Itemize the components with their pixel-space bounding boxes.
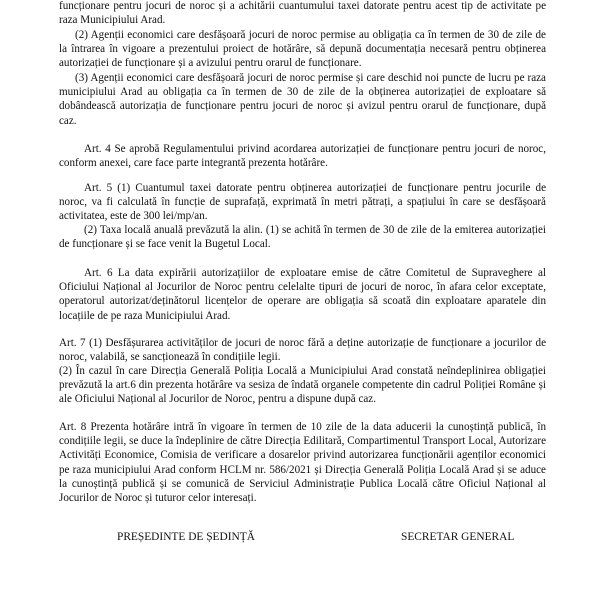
article-8-paragraph: Art. 8 Prezenta hotărâre intră în vigoare în termen de 10 zile de la data aducerii la cunoștință publică, în condițiile legii, se duce la îndeplinire de către Direcția Edilitară, Compartimentul Transport Local, Autorizare Activități Economice, Comisia de verificare a dosarelor privind autorizarea funcționării agenților economici pe raza municipiului Arad conform HCLM nr. 586/2021 și Direcția Generală Poliția Locală Arad și se aduce la cunoștință publică și se comunică de Serviciul Administrație Publica Locală către Oficiul Național al Jocurilor de Noroc și tuturor celor interesați. xyxy=(59,421,546,505)
article-7-paragraph-1: Art. 7 (1) Desfășurarea activităților de jocuri de noroc fără a deține autorizație de funcționare a jocurilor de noroc, valabilă, se sancționează în condițiile legii. xyxy=(59,337,546,364)
article-4-paragraph: Art. 4 Se aprobă Regulamentului privind acordarea autorizației de funcționare pentru jocuri de noroc, conform anexei, care face parte integrantă prezenta hotărâre. xyxy=(59,143,546,170)
article-3-paragraph-1-continuation: funcționare pentru jocuri de noroc și a achitării cuantumului taxei datorate pentru acest tip de activitate pe raza Municipiului Arad. xyxy=(59,0,546,27)
article-3-paragraph-2: (2) Agenții economici care desfășoară jocuri de noroc permise au obligația ca în termen de 30 de zile de la întrarea în vigoare a prezentului proiect de hotărâre, să depună documentația necesară pentru obținerea autorizației de funcționare și a avizului pentru orarul de funcționare. xyxy=(59,29,546,70)
president-signature-label: PREȘEDINTE DE ȘEDINȚĂ xyxy=(117,531,255,543)
article-3-paragraph-3: (3) Agenții economici care desfășoară jocuri de noroc permise și care deschid noi puncte de lucru pe raza municipiului Arad au obligația ca în termen de 30 de zile de la obținerea autorizației de exploatare să dobândească autorizația de funcționare pentru jocuri de noroc și avizul pentru orarul de funcționare, după caz. xyxy=(59,72,546,127)
article-5-paragraph-2: (2) Taxa locală anuală prevăzută la alin. (1) se achită în termen de 30 de zile de la emiterea autorizației de funcționare și se face venit la Bugetul Local. xyxy=(59,224,546,251)
article-7-paragraph-2: (2) În cazul în care Direcția Generală Poliția Locală a Municipiului Arad constată neîndeplinirea obligației prevăzută la art.6 din prezenta hotărâre va sesiza de îndată organele competente din cadrul Poliției Române și ale Oficiului Național al Jocurilor de Noroc, pentru a dispune după caz. xyxy=(59,365,546,406)
article-6-paragraph: Art. 6 La data expirării autorizațiilor de exploatare emise de către Comitetul de Supraveghere al Oficiului Național al Jocurilor de Noroc pentru celelalte tipuri de jocuri de noroc, în afara celor exceptate, operatorul autorizat/deținătorul licențelor de operare are obligația să scoată din exploatare aparatele din locațiile de pe raza Municipiului Arad. xyxy=(59,267,546,322)
article-5-paragraph-1: Art. 5 (1) Cuantumul taxei datorate pentru obținerea autorizației de funcționare pentru jocurile de noroc, va fi calculată în funcție de suprafață, exprimată în metri pătrați, a spațiului în care se desfășoară activitatea, este de 300 lei/mp/an. xyxy=(59,182,546,223)
secretary-signature-label: SECRETAR GENERAL xyxy=(401,531,515,543)
